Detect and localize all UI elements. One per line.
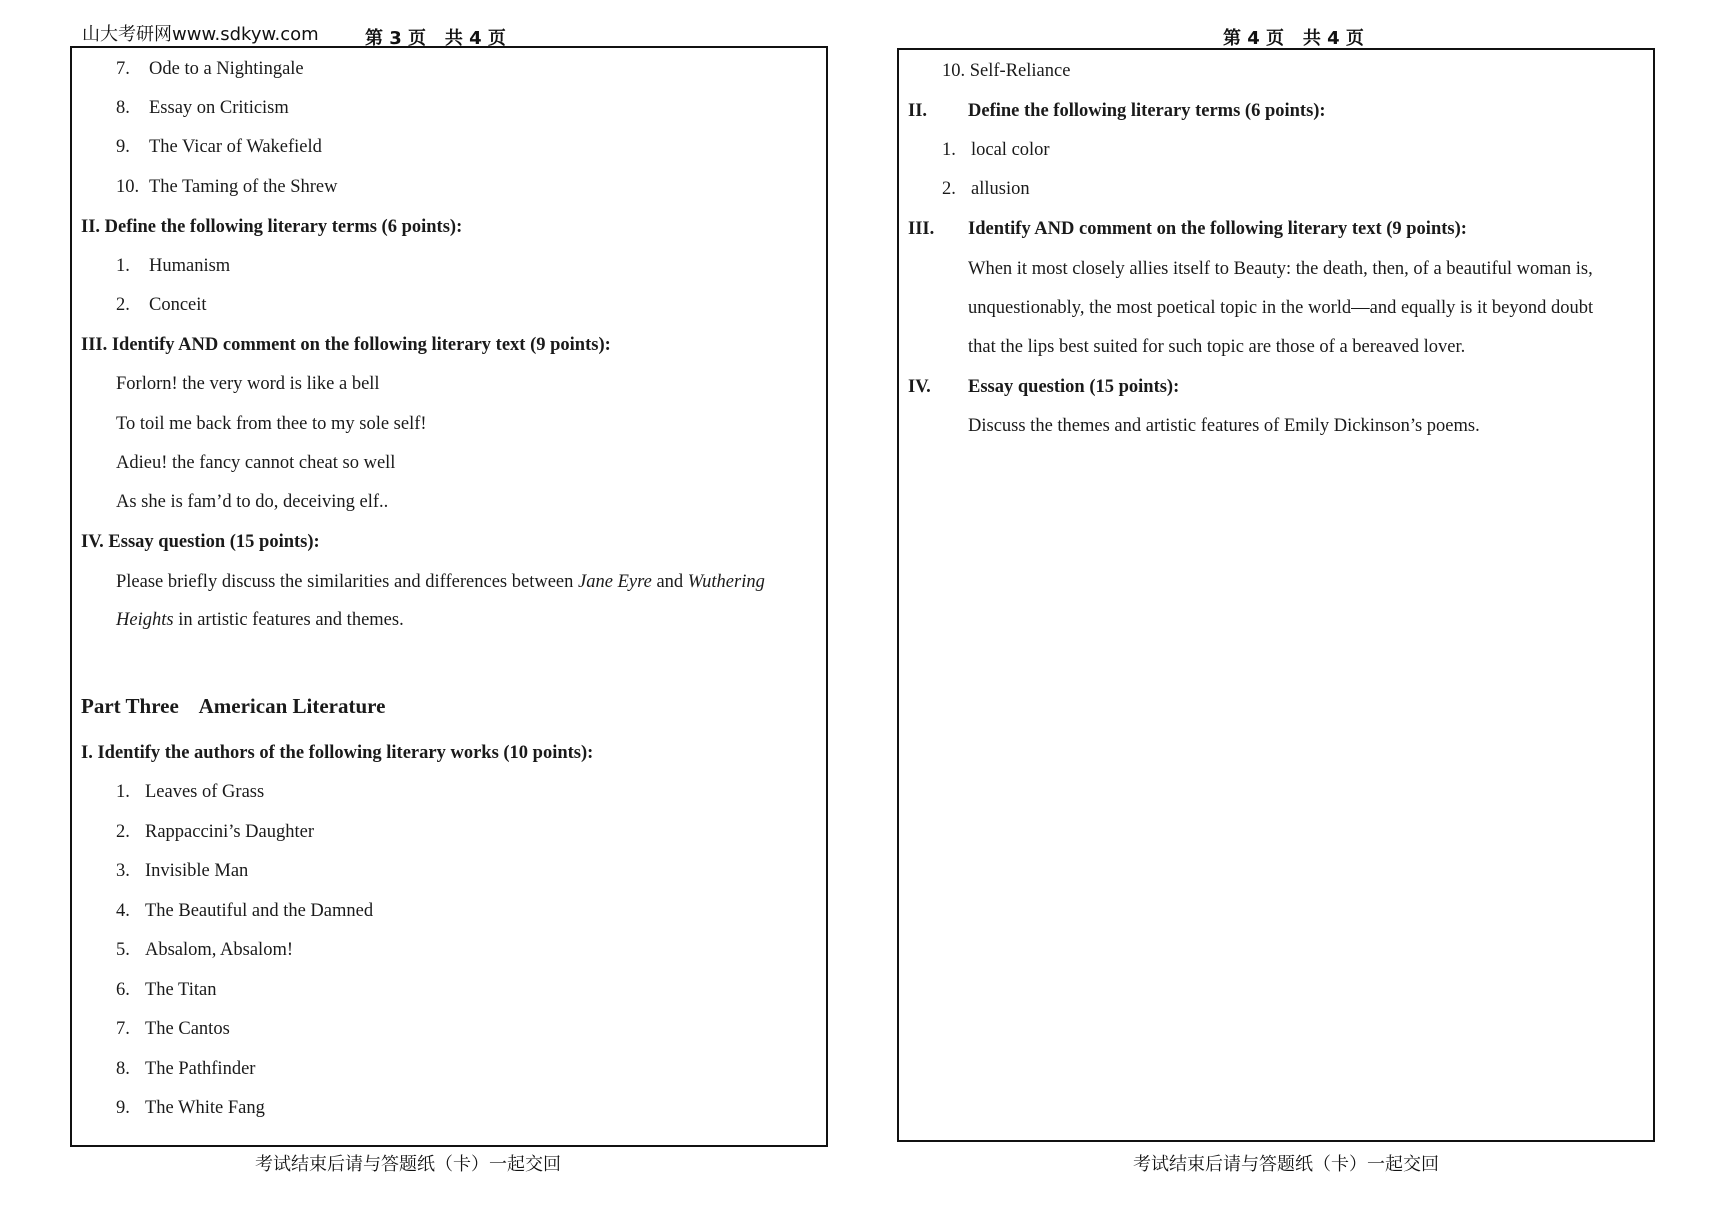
essay-question: Please briefly discuss the similarities and differences between Jane Eyre and Wuthering [116,572,765,592]
list-item: 9. The White Fang [116,1098,265,1118]
list-item: 2. Rappaccini’s Daughter [116,822,315,842]
list-item: 7. Ode to a Nightingale [116,59,304,79]
passage-line: When it most closely allies itself to Beauty: the death, then, of a beautiful woman is, [968,259,1593,279]
list-item: 2. allusion [942,179,1030,199]
poem-line: Forlorn! the very word is like a bell [116,374,380,394]
passage-line: unquestionably, the most poetical topic in the world—and equally is it beyond doubt [968,298,1594,318]
list-item: 3. Invisible Man [116,861,249,881]
list-item: 10. Self-Reliance [942,61,1071,81]
list-item: 6. The Titan [116,980,217,1000]
part-heading: Part Three American Literature [81,694,386,718]
list-item: 1. Humanism [116,256,231,276]
poem-line: Adieu! the fancy cannot cheat so well [116,453,396,473]
list-item: 2. Conceit [116,295,207,315]
essay-question-cont: Heights in artistic features and themes. [116,610,404,630]
section-heading: III. Identify AND comment on the following literary text (9 points): [81,335,611,355]
list-item: 10. The Taming of the Shrew [116,177,338,197]
section-heading: IV. Essay question (15 points): [908,377,1180,397]
list-item: 1. local color [942,140,1050,160]
page-number-left: 第 3 页 共 4 页 [365,28,506,49]
section-heading: IV. Essay question (15 points): [81,532,320,552]
essay-question: Discuss the themes and artistic features of Emily Dickinson’s poems. [968,416,1480,436]
list-item: 4. The Beautiful and the Damned [116,901,374,921]
list-item: 7. The Cantos [116,1019,230,1039]
footer-note-right: 考试结束后请与答题纸（卡）一起交回 [1133,1154,1439,1175]
list-item: 9. The Vicar of Wakefield [116,137,322,157]
right-page-frame [897,48,1655,1142]
site-header: 山大考研网www.sdkyw.com [82,24,319,45]
page-number-right: 第 4 页 共 4 页 [1223,28,1364,49]
section-heading: II. Define the following literary terms (6 points): [908,101,1326,121]
section-heading: II. Define the following literary terms (6 points): [81,217,463,237]
list-item: 1. Leaves of Grass [116,782,265,802]
poem-line: As she is fam’d to do, deceiving elf.. [116,492,389,512]
poem-line: To toil me back from thee to my sole self! [116,414,427,434]
passage-line: that the lips best suited for such topic are those of a bereaved lover. [968,337,1466,357]
list-item: 8. Essay on Criticism [116,98,289,118]
footer-note-left: 考试结束后请与答题纸（卡）一起交回 [255,1154,561,1175]
list-item: 8. The Pathfinder [116,1059,256,1079]
list-item: 5. Absalom, Absalom! [116,940,293,960]
section-heading: III. Identify AND comment on the following literary text (9 points): [908,219,1467,239]
section-heading: I. Identify the authors of the following literary works (10 points): [81,743,594,763]
